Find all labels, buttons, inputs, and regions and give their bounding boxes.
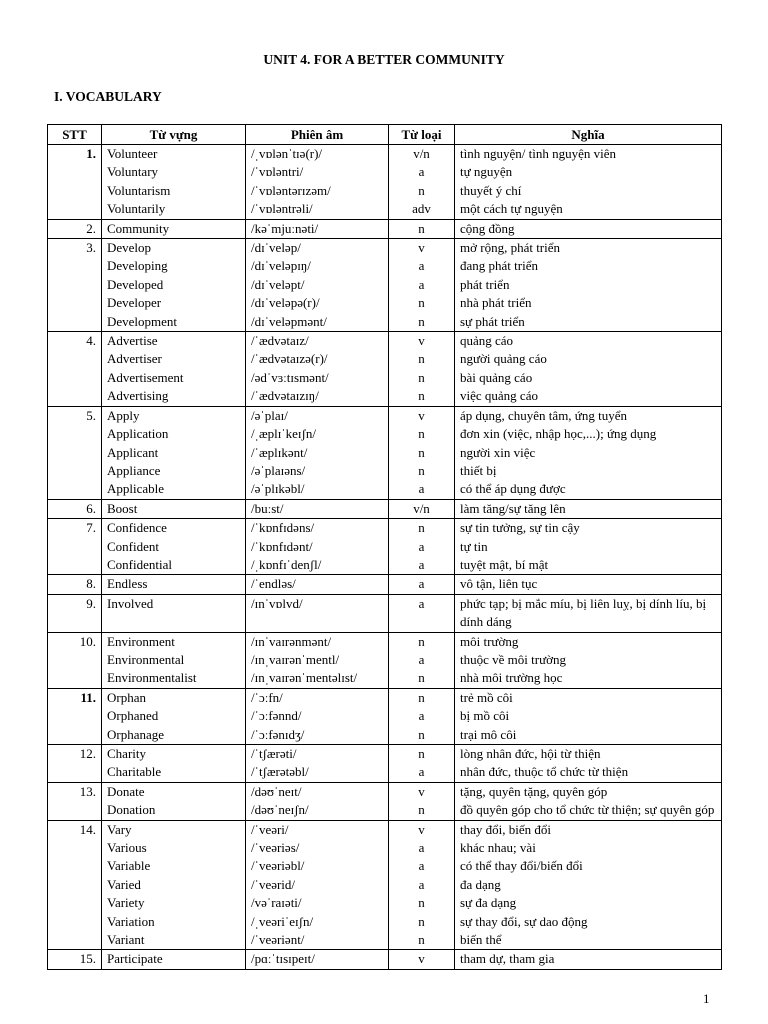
meaning-text: sự tin tưởng, sự tin cậy: [460, 520, 580, 536]
row-number: 2.: [86, 220, 96, 236]
phonetic-text: /ɪnˈvaɪrənmənt/: [251, 633, 332, 649]
cell-pos: [389, 950, 455, 969]
cell-stt: [48, 782, 102, 820]
phonetic-text: /ˈɔːfənɪdʒ/: [251, 726, 305, 742]
pos-text: n: [418, 520, 425, 536]
row-number: 1.: [86, 146, 96, 161]
cell-phonetic: [246, 519, 389, 575]
pos-text: n: [418, 182, 425, 198]
cell-meaning: [455, 820, 722, 950]
cell-word: [102, 219, 246, 238]
cell-meaning: [455, 594, 722, 632]
meaning-text: thuộc về môi trường: [460, 651, 566, 667]
cell-meaning: [455, 499, 722, 518]
table-row: [48, 499, 722, 518]
phonetic-text: /ədˈvɜːtɪsmənt/: [251, 369, 329, 385]
cell-meaning: [455, 406, 722, 499]
pos-text: n: [418, 388, 425, 404]
meaning-text: biến thể: [460, 932, 502, 948]
row-number: 4.: [86, 333, 96, 349]
table-header-row: [48, 125, 722, 145]
word-text: Applicable: [107, 481, 165, 497]
meaning-text: có thể thay đổi/biến đổi: [460, 858, 583, 874]
pos-text: n: [418, 895, 425, 911]
row-number: 10.: [79, 633, 96, 649]
cell-pos: [389, 820, 455, 950]
pos-text: n: [418, 670, 425, 686]
meaning-text: mở rộng, phát triển: [460, 240, 561, 256]
pos-text: n: [418, 295, 425, 311]
cell-pos: [389, 688, 455, 744]
pos-text: a: [418, 164, 425, 180]
meaning-text: áp dụng, chuyên tâm, ứng tuyển: [460, 407, 627, 423]
meaning-text: tham dự, tham gia: [460, 951, 555, 967]
phonetic-text: /dɪˈveləp/: [251, 240, 301, 256]
table-row: [48, 950, 722, 969]
word-text: Applicant: [107, 444, 159, 460]
header-word: Từ vựng: [102, 125, 246, 145]
pos-text: v/n: [413, 146, 430, 161]
cell-word: [102, 145, 246, 220]
cell-stt: [48, 499, 102, 518]
pos-text: n: [418, 426, 425, 442]
header-phonetic: Phiên âm: [246, 125, 389, 145]
meaning-text: phức tạp; bị mắc míu, bị liên luỵ, bị dính líu, bị dính dáng: [460, 595, 707, 630]
row-number: 9.: [86, 595, 96, 611]
meaning-text: có thể áp dụng được: [460, 481, 566, 497]
table-row: [48, 406, 722, 499]
meaning-text: phát triển: [460, 276, 510, 292]
table-row: [48, 820, 722, 950]
pos-text: a: [418, 595, 425, 611]
phonetic-text: /ˈveəri/: [251, 821, 289, 837]
header-stt: STT: [48, 125, 102, 145]
meaning-text: tuyệt mật, bí mật: [460, 556, 549, 572]
cell-phonetic: [246, 239, 389, 332]
cell-stt: [48, 219, 102, 238]
cell-meaning: [455, 239, 722, 332]
cell-phonetic: [246, 594, 389, 632]
meaning-text: trại mô côi: [460, 726, 517, 742]
table-row: [48, 519, 722, 575]
cell-stt: [48, 332, 102, 407]
word-text: Voluntarily: [107, 201, 166, 217]
row-number: 3.: [86, 240, 96, 256]
row-number: 8.: [86, 576, 96, 592]
word-text: Donate: [107, 783, 145, 799]
pos-text: v: [418, 333, 425, 349]
meaning-text: người xin việc: [460, 444, 536, 460]
pos-text: a: [418, 708, 425, 724]
cell-meaning: [455, 688, 722, 744]
table-row: [48, 145, 722, 220]
meaning-text: đơn xin (việc, nhập học,...); ứng dụng: [460, 426, 657, 442]
meaning-text: làm tăng/sự tăng lên: [460, 500, 566, 516]
word-text: Volunteer: [107, 146, 158, 161]
header-pos: Từ loại: [389, 125, 455, 145]
meaning-text: sự phát triển: [460, 313, 525, 329]
meaning-text: nhân đức, thuộc tổ chức từ thiện: [460, 764, 629, 780]
cell-phonetic: [246, 575, 389, 594]
pos-text: n: [418, 689, 425, 705]
phonetic-text: /ˈveəriəbl/: [251, 858, 305, 874]
phonetic-text: /pɑːˈtɪsɪpeɪt/: [251, 951, 315, 967]
cell-meaning: [455, 219, 722, 238]
phonetic-text: /ˈveərid/: [251, 876, 296, 892]
section-heading: I. VOCABULARY: [54, 89, 162, 104]
cell-word: [102, 745, 246, 783]
phonetic-text: /ˌæplɪˈkeɪʃn/: [251, 426, 316, 442]
phonetic-text: /ˈædvətaɪz/: [251, 333, 309, 349]
cell-phonetic: [246, 632, 389, 688]
word-text: Orphan: [107, 689, 146, 705]
word-text: Involved: [107, 595, 154, 611]
cell-word: [102, 239, 246, 332]
word-text: Variation: [107, 913, 155, 929]
word-text: Participate: [107, 951, 163, 967]
phonetic-text: /dəʊˈneɪʃn/: [251, 802, 309, 818]
pos-text: a: [418, 876, 425, 892]
phonetic-text: /ˈveəriəs/: [251, 840, 300, 856]
row-number: 13.: [79, 783, 96, 799]
word-text: Environmental: [107, 651, 185, 667]
cell-pos: [389, 145, 455, 220]
header-meaning: Nghĩa: [455, 125, 722, 145]
word-text: Environment: [107, 633, 175, 649]
meaning-text: cộng đồng: [460, 220, 515, 236]
cell-phonetic: [246, 950, 389, 969]
cell-stt: [48, 519, 102, 575]
phonetic-text: /ˈtʃærəti/: [251, 746, 297, 761]
row-number: 15.: [79, 951, 96, 967]
pos-text: a: [418, 840, 425, 856]
phonetic-text: /ˈtʃærətəbl/: [251, 764, 309, 780]
table-row: [48, 745, 722, 783]
cell-pos: [389, 575, 455, 594]
phonetic-text: /dɪˈveləpə(r)/: [251, 295, 320, 311]
cell-word: [102, 594, 246, 632]
cell-word: [102, 688, 246, 744]
table-row: [48, 688, 722, 744]
row-number: 11.: [80, 689, 96, 705]
word-text: Donation: [107, 802, 156, 818]
word-text: Confidential: [107, 556, 172, 572]
cell-word: [102, 632, 246, 688]
cell-pos: [389, 632, 455, 688]
phonetic-text: /buːst/: [251, 500, 284, 516]
vocabulary-table: [47, 124, 722, 970]
meaning-text: đa dạng: [460, 876, 501, 892]
pos-text: n: [418, 313, 425, 329]
row-number: 5.: [86, 407, 96, 423]
row-number: 6.: [86, 500, 96, 516]
word-text: Charitable: [107, 764, 162, 780]
cell-meaning: [455, 332, 722, 407]
phonetic-text: /ˈɔːfn/: [251, 689, 283, 705]
cell-stt: [48, 745, 102, 783]
cell-stt: [48, 406, 102, 499]
phonetic-text: /əˈplaɪəns/: [251, 462, 306, 478]
page-number: 1: [703, 991, 710, 1006]
meaning-text: bị mồ côi: [460, 708, 510, 724]
word-text: Advertising: [107, 388, 169, 404]
word-text: Appliance: [107, 462, 161, 478]
phonetic-text: /ˌvɒlənˈtɪə(r)/: [251, 146, 323, 161]
meaning-text: nhà môi trường học: [460, 670, 563, 686]
table-row: [48, 782, 722, 820]
pos-text: n: [418, 802, 425, 818]
cell-word: [102, 499, 246, 518]
table-row: [48, 632, 722, 688]
word-text: Advertisement: [107, 369, 184, 385]
pos-text: n: [418, 726, 425, 742]
vocabulary-table-body: [48, 145, 722, 970]
phonetic-text: /əˈplaɪ/: [251, 407, 288, 423]
cell-stt: [48, 632, 102, 688]
word-text: Orphanage: [107, 726, 165, 742]
phonetic-text: /ˈædvətaɪzə(r)/: [251, 351, 328, 367]
cell-phonetic: [246, 820, 389, 950]
pos-text: n: [418, 746, 425, 761]
meaning-text: tặng, quyên tặng, quyên góp: [460, 783, 608, 799]
phonetic-text: /ˈæplɪkənt/: [251, 444, 308, 460]
meaning-text: lòng nhân đức, hội từ thiện: [460, 746, 601, 761]
pos-text: n: [418, 932, 425, 948]
meaning-text: người quảng cáo: [460, 351, 547, 367]
cell-phonetic: [246, 745, 389, 783]
word-text: Orphaned: [107, 708, 159, 724]
word-text: Variable: [107, 858, 151, 874]
cell-word: [102, 950, 246, 969]
cell-phonetic: [246, 332, 389, 407]
cell-pos: [389, 239, 455, 332]
cell-pos: [389, 332, 455, 407]
cell-pos: [389, 782, 455, 820]
cell-stt: [48, 688, 102, 744]
cell-word: [102, 782, 246, 820]
word-text: Develop: [107, 240, 152, 256]
word-text: Apply: [107, 407, 140, 423]
document-title: UNIT 4. FOR A BETTER COMMUNITY: [263, 52, 505, 67]
meaning-text: tự nguyện: [460, 164, 513, 180]
cell-meaning: [455, 575, 722, 594]
word-text: Community: [107, 220, 170, 236]
cell-stt: [48, 239, 102, 332]
cell-pos: [389, 406, 455, 499]
pos-text: a: [418, 651, 425, 667]
cell-pos: [389, 499, 455, 518]
meaning-text: thiết bị: [460, 462, 497, 478]
pos-text: n: [418, 462, 425, 478]
cell-stt: [48, 594, 102, 632]
meaning-text: một cách tự nguyện: [460, 201, 563, 217]
phonetic-text: /ɪnˈvɒlvd/: [251, 595, 303, 611]
cell-meaning: [455, 950, 722, 969]
pos-text: v: [418, 240, 425, 256]
cell-phonetic: [246, 688, 389, 744]
cell-word: [102, 820, 246, 950]
cell-meaning: [455, 745, 722, 783]
cell-meaning: [455, 519, 722, 575]
meaning-text: thay đổi, biến đổi: [460, 821, 551, 837]
meaning-text: môi trường: [460, 633, 519, 649]
pos-text: n: [418, 220, 425, 236]
phonetic-text: /ˈvɒləntrəli/: [251, 201, 313, 217]
phonetic-text: /ˈkɒnfɪdənt/: [251, 538, 313, 554]
word-text: Development: [107, 313, 178, 329]
cell-word: [102, 332, 246, 407]
cell-stt: [48, 145, 102, 220]
pos-text: v: [418, 821, 425, 837]
word-text: Voluntarism: [107, 182, 171, 198]
word-text: Vary: [107, 821, 132, 837]
pos-text: a: [418, 576, 425, 592]
phonetic-text: /dɪˈveləpɪŋ/: [251, 258, 311, 274]
phonetic-text: /ˌkɒnfɪˈdenʃl/: [251, 556, 322, 572]
cell-stt: [48, 950, 102, 969]
pos-text: v: [418, 783, 425, 799]
word-text: Voluntary: [107, 164, 159, 180]
meaning-text: bài quảng cáo: [460, 369, 533, 385]
word-text: Environmentalist: [107, 670, 197, 686]
word-text: Advertiser: [107, 351, 162, 367]
word-text: Confidence: [107, 520, 167, 536]
word-text: Endless: [107, 576, 148, 592]
word-text: Various: [107, 840, 147, 856]
meaning-text: quảng cáo: [460, 333, 514, 349]
pos-text: a: [418, 276, 425, 292]
cell-phonetic: [246, 145, 389, 220]
meaning-text: trẻ mồ côi: [460, 689, 513, 705]
phonetic-text: /ˈvɒləntri/: [251, 164, 304, 180]
phonetic-text: /ɪnˌvaɪrənˈmentl/: [251, 651, 340, 667]
row-number: 12.: [79, 746, 96, 761]
cell-word: [102, 519, 246, 575]
meaning-text: việc quảng cáo: [460, 388, 538, 404]
word-text: Advertise: [107, 333, 158, 349]
meaning-text: vô tận, liên tục: [460, 576, 538, 592]
word-text: Developer: [107, 295, 162, 311]
cell-pos: [389, 519, 455, 575]
meaning-text: tự tin: [460, 538, 488, 554]
pos-text: v: [418, 951, 425, 967]
pos-text: n: [418, 351, 425, 367]
pos-text: n: [418, 444, 425, 460]
meaning-text: thuyết ý chí: [460, 182, 522, 198]
pos-text: a: [418, 858, 425, 874]
pos-text: v/n: [413, 500, 430, 516]
word-text: Developing: [107, 258, 168, 274]
word-text: Boost: [107, 500, 138, 516]
word-text: Developed: [107, 276, 164, 292]
cell-word: [102, 575, 246, 594]
meaning-text: khác nhau; vài: [460, 840, 536, 856]
pos-text: adv: [412, 201, 431, 217]
phonetic-text: /ˈveəriənt/: [251, 932, 305, 948]
pos-text: n: [418, 633, 425, 649]
cell-phonetic: [246, 499, 389, 518]
pos-text: n: [418, 913, 425, 929]
cell-stt: [48, 820, 102, 950]
phonetic-text: /ˈædvətaɪzɪŋ/: [251, 388, 319, 404]
cell-phonetic: [246, 782, 389, 820]
phonetic-text: /ˈvɒləntərɪzəm/: [251, 182, 331, 198]
row-number: 14.: [79, 821, 96, 837]
meaning-text: nhà phát triển: [460, 295, 532, 311]
phonetic-text: /dɪˈveləpmənt/: [251, 313, 327, 329]
phonetic-text: /dɪˈveləpt/: [251, 276, 305, 292]
phonetic-text: /əˈplɪkəbl/: [251, 481, 305, 497]
meaning-text: tình nguyện/ tình nguyện viên: [460, 146, 616, 161]
phonetic-text: /ˈendləs/: [251, 576, 296, 592]
pos-text: v: [418, 407, 425, 423]
table-row: [48, 332, 722, 407]
meaning-text: sự thay đổi, sự dao động: [460, 913, 588, 929]
cell-stt: [48, 575, 102, 594]
phonetic-text: /ɪnˌvaɪrənˈmentəlɪst/: [251, 670, 358, 686]
cell-meaning: [455, 632, 722, 688]
table-row: [48, 575, 722, 594]
phonetic-text: /vəˈraɪəti/: [251, 895, 302, 911]
meaning-text: đang phát triển: [460, 258, 538, 274]
table-row: [48, 594, 722, 632]
phonetic-text: /ˈɔːfənnd/: [251, 708, 302, 724]
meaning-text: đồ quyên góp cho tổ chức từ thiện; sự quyên góp: [460, 802, 715, 818]
table-row: [48, 239, 722, 332]
cell-meaning: [455, 782, 722, 820]
phonetic-text: /kəˈmjuːnəti/: [251, 220, 319, 236]
cell-pos: [389, 594, 455, 632]
word-text: Confident: [107, 538, 159, 554]
meaning-text: sự đa dạng: [460, 895, 517, 911]
row-number: 7.: [86, 520, 96, 536]
cell-pos: [389, 219, 455, 238]
word-text: Varied: [107, 876, 141, 892]
cell-meaning: [455, 145, 722, 220]
phonetic-text: /dəʊˈneɪt/: [251, 783, 302, 799]
table-row: [48, 219, 722, 238]
phonetic-text: /ˈkɒnfɪdəns/: [251, 520, 315, 536]
word-text: Application: [107, 426, 169, 442]
word-text: Charity: [107, 746, 146, 761]
pos-text: a: [418, 481, 425, 497]
pos-text: n: [418, 369, 425, 385]
cell-phonetic: [246, 219, 389, 238]
word-text: Variety: [107, 895, 145, 911]
word-text: Variant: [107, 932, 145, 948]
pos-text: a: [418, 258, 425, 274]
pos-text: a: [418, 764, 425, 780]
pos-text: a: [418, 538, 425, 554]
cell-phonetic: [246, 406, 389, 499]
phonetic-text: /ˌveəriˈeɪʃn/: [251, 913, 314, 929]
pos-text: a: [418, 556, 425, 572]
cell-pos: [389, 745, 455, 783]
cell-word: [102, 406, 246, 499]
